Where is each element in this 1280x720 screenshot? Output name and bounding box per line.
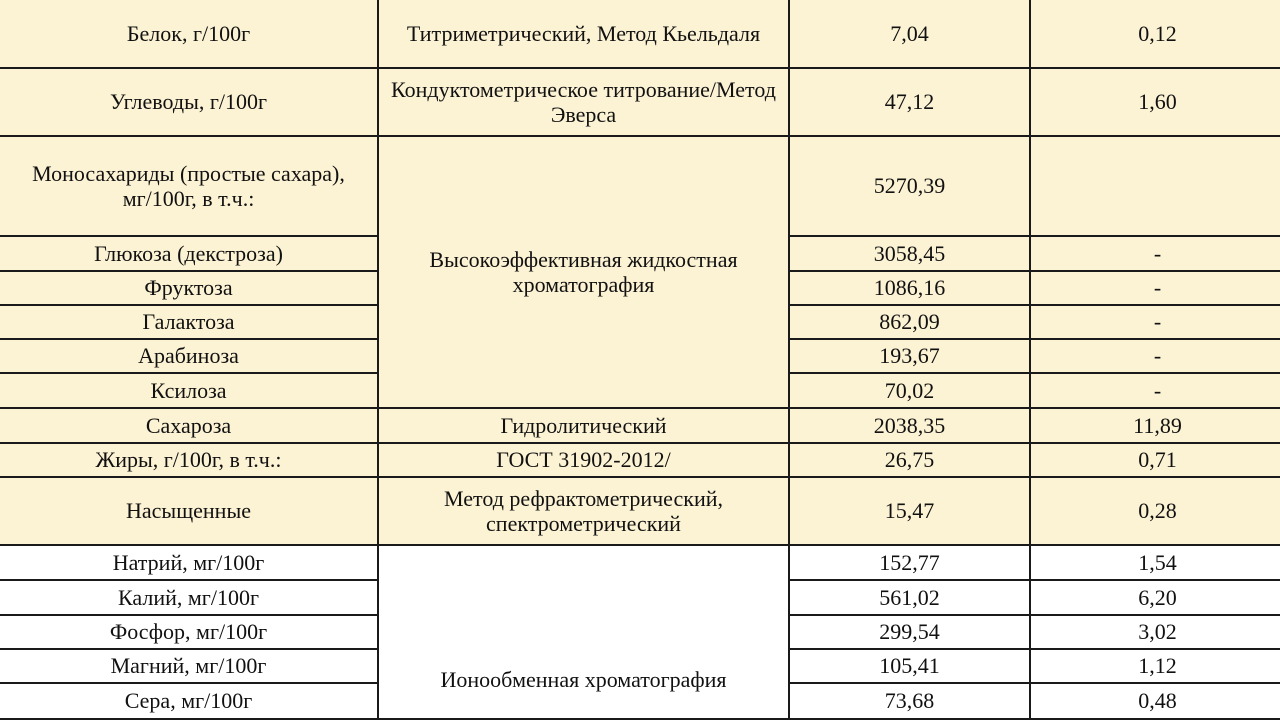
row-error-protein: 0,12	[1030, 0, 1280, 68]
row-name-magnesium: Магний, мг/100г	[0, 649, 378, 683]
row-error-phosphorus: 3,02	[1030, 615, 1280, 649]
table-row	[0, 408, 1280, 443]
row-error-glucose: -	[1030, 236, 1280, 271]
row-error-saturated: 0,28	[1030, 477, 1280, 545]
row-value-sucrose: 2038,35	[789, 408, 1030, 443]
table-row	[0, 545, 1280, 580]
row-name-potassium: Калий, мг/100г	[0, 580, 378, 615]
row-error-monosaccharides	[1030, 136, 1280, 236]
row-name-monosaccharides: Моносахариды (простые сахара), мг/100г, в т.ч.:	[0, 136, 378, 236]
table-row	[0, 0, 1280, 68]
row-name-phosphorus: Фосфор, мг/100г	[0, 615, 378, 649]
row-error-galactose: -	[1030, 305, 1280, 339]
row-method-ion-exchange: Ионообменная хроматография	[378, 545, 789, 719]
row-value-phosphorus: 299,54	[789, 615, 1030, 649]
row-name-saturated: Насыщенные	[0, 477, 378, 545]
row-name-protein: Белок, г/100г	[0, 0, 378, 68]
row-name-sulfur: Сера, мг/100г	[0, 683, 378, 719]
row-error-carbs: 1,60	[1030, 68, 1280, 136]
row-error-fructose: -	[1030, 271, 1280, 305]
row-value-arabinose: 193,67	[789, 339, 1030, 373]
row-method-hplc: Высокоэффективная жидкостная хроматография	[378, 136, 789, 408]
row-error-sucrose: 11,89	[1030, 408, 1280, 443]
row-name-fats: Жиры, г/100г, в т.ч.:	[0, 443, 378, 477]
row-method-refractometric: Метод рефрактометрический, спектрометрический	[378, 477, 789, 545]
row-value-glucose: 3058,45	[789, 236, 1030, 271]
row-value-sodium: 152,77	[789, 545, 1030, 580]
row-name-fructose: Фруктоза	[0, 271, 378, 305]
table-row	[0, 136, 1280, 236]
row-method-sucrose: Гидролитический	[378, 408, 789, 443]
row-value-saturated: 15,47	[789, 477, 1030, 545]
table-row	[0, 443, 1280, 477]
row-method-carbs: Кондуктометрическое титрование/Метод Эверса	[378, 68, 789, 136]
row-value-magnesium: 105,41	[789, 649, 1030, 683]
row-value-sulfur: 73,68	[789, 683, 1030, 719]
row-name-xylose: Ксилоза	[0, 373, 378, 408]
row-error-magnesium: 1,12	[1030, 649, 1280, 683]
row-method-gost: ГОСТ 31902-2012/	[378, 443, 789, 477]
row-name-glucose: Глюкоза (декстроза)	[0, 236, 378, 271]
row-error-arabinose: -	[1030, 339, 1280, 373]
row-value-fats: 26,75	[789, 443, 1030, 477]
row-name-arabinose: Арабиноза	[0, 339, 378, 373]
row-method-protein: Титриметрический, Метод Кьельдаля	[378, 0, 789, 68]
table-row	[0, 68, 1280, 136]
row-name-carbs: Углеводы, г/100г	[0, 68, 378, 136]
row-value-galactose: 862,09	[789, 305, 1030, 339]
row-value-xylose: 70,02	[789, 373, 1030, 408]
row-value-protein: 7,04	[789, 0, 1030, 68]
row-value-carbs: 47,12	[789, 68, 1030, 136]
row-error-sodium: 1,54	[1030, 545, 1280, 580]
table-row	[0, 477, 1280, 545]
row-value-potassium: 561,02	[789, 580, 1030, 615]
row-error-sulfur: 0,48	[1030, 683, 1280, 719]
row-error-potassium: 6,20	[1030, 580, 1280, 615]
row-name-galactose: Галактоза	[0, 305, 378, 339]
row-name-sucrose: Сахароза	[0, 408, 378, 443]
row-error-fats: 0,71	[1030, 443, 1280, 477]
row-error-xylose: -	[1030, 373, 1280, 408]
row-value-monosaccharides: 5270,39	[789, 136, 1030, 236]
row-value-fructose: 1086,16	[789, 271, 1030, 305]
row-name-sodium: Натрий, мг/100г	[0, 545, 378, 580]
